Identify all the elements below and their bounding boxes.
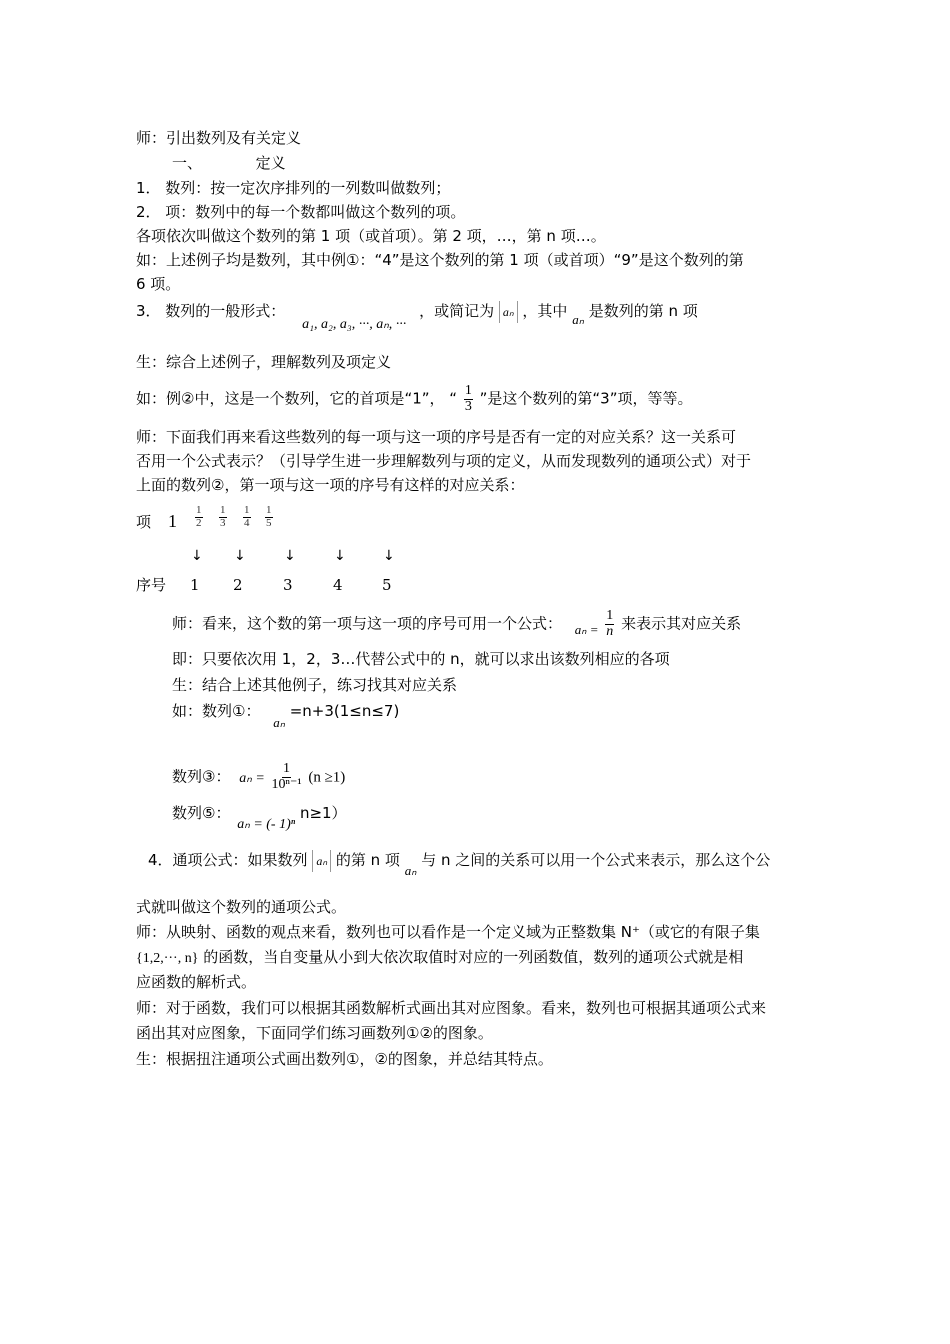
mapping-arrow: ↓ [191,548,203,564]
sequence-one-line [172,700,400,730]
sequence-five-condition: n≥1） [299,804,347,822]
student-understand: 生：综合上述例子，理解数列及项定义 [136,353,392,371]
teacher-question-2: 否用一个公式表示？（引导学生进一步理解数列与项的定义，从而发现数列的通项公式）对于 [136,452,752,470]
example-two-text-a: 如：例②中，这是一个数列，它的首项是“1”， “ [136,389,458,408]
mapping-arrow: ↓ [284,548,296,564]
term-fraction [243,505,251,529]
example-two-line [136,384,693,414]
sequence-five-label: 数列⑤： [172,804,231,822]
sequence-three-line [172,762,345,792]
term-order-text: 各项依次叫做这个数列的第 1 项（或首项）。第 2 项，…，第 n 项…。 [136,227,606,245]
term-fraction [195,505,203,529]
sequence-five-line [172,802,347,832]
index-number: 1 [190,576,200,594]
term-fraction-numerator: 1 [266,504,272,516]
general-term-def-a: 4．通项公式：如果数列 [148,851,308,869]
fraction-denominator: 3 [464,398,472,414]
general-form-line [136,300,698,332]
abbrev-label: ，或简记为 [419,302,495,320]
teacher-formula-text: 师：看来，这个数的第一项与这一项的序号可用一个公式： [172,614,563,633]
mapping-arrow: ↓ [234,548,246,564]
sequence-three-condition: (n ≥1) [308,769,346,786]
sequence-three-numerator: 1 [283,761,291,776]
mapping-arrow: ↓ [334,548,346,564]
sequence-three-denominator: 10ⁿ⁻¹ [271,776,302,792]
sequence-brace: aₙ [499,301,518,323]
fraction-numerator: 1 [464,383,472,398]
example-two-text-b: ”是这个数列的第“3”项，等等。 [479,389,693,408]
term-fraction-numerator: 1 [220,504,226,516]
sequence-three-fraction [272,762,302,792]
example-text-2: 6 项。 [136,275,181,293]
formula-numerator: 1 [606,608,614,623]
formula-suffix: 来表示其对应关系 [621,614,742,633]
mapping-view-2 [136,946,743,970]
general-term-def-c: 与 n 之间的关系可以用一个公式来表示，那么这个公 [421,851,771,869]
index-number: 3 [283,576,293,594]
finite-subset: {1,2,···, n} [136,951,199,966]
term-one: 1 [168,511,177,531]
term-fraction-numerator: 1 [196,504,202,516]
mapping-view-1: 师：从映射、函数的观点来看，数列也可以看作是一个定义域为正整数集 N⁺（或它的有限子集 [136,923,760,941]
nth-term-label: 是数列的第 n 项 [588,302,698,320]
sequence-five-formula: aₙ = (- 1)ⁿ [237,817,296,832]
general-form-formula: a₁, a₂, a₃, ···, aₙ, ··· [302,317,407,332]
general-form-label: 3． 数列的一般形式： [136,302,286,320]
section-heading [172,152,286,174]
term-an: aₙ [572,312,584,327]
graph-text-1: 师：对于函数，我们可以根据其函数解析式画出其对应图象。看来，数列也可根据其通项公式来 [136,999,767,1017]
term-fraction [265,505,273,529]
student-practice: 生：结合上述其他例子，练习找其对应关系 [172,676,458,694]
term-fraction-numerator: 1 [244,504,250,516]
where-label: ，其中 [522,302,568,320]
sequence-three-label: 数列③： [172,767,231,786]
general-term-def-b: 的第 n 项 [335,851,400,869]
term-fraction-denominator: 3 [220,516,226,529]
substitution-text: 即：只要依次用 1，2，3…代替公式中的 n，就可以求出该数列相应的各项 [172,650,670,668]
mapping-view-2-text: 的函数，当自变量从小到大依次取值时对应的一列函数值，数列的通项公式就是相 [203,948,744,966]
term-fraction-denominator: 5 [266,516,272,529]
teacher-formula-line [172,609,741,639]
formula-fraction [605,609,614,639]
mapping-view-3: 应函数的解析式。 [136,973,257,991]
sequence-one-label: 如：数列①： [172,702,261,720]
student-graph-task: 生：根据扭注通项公式画出数列①，②的图象，并总结其特点。 [136,1050,553,1068]
section-title: 定义 [255,154,286,172]
label-term: 项 [136,513,152,531]
term-fraction-denominator: 2 [196,516,202,529]
index-number: 5 [382,576,392,594]
label-index: 序号 [136,576,167,594]
term-fraction [219,505,227,529]
definition-sequence: 1． 数列：按一定次序排列的一列数叫做数列； [136,179,451,197]
sequence-one-formula: =n+3(1≤n≤7) [289,702,400,720]
term-fraction-denominator: 4 [244,516,250,529]
sequence-three-an: aₙ = [239,770,265,786]
general-term-brace: aₙ [312,850,331,872]
line-teacher-intro: 师：引出数列及有关定义 [136,129,302,147]
index-number: 4 [333,576,343,594]
formula-an: aₙ = [574,621,599,637]
teacher-question-1: 师：下面我们再来看这些数列的每一项与这一项的序号是否有一定的对应关系？这一关系可 [136,428,737,446]
general-term-an: aₙ [404,863,417,878]
example-text-1: 如：上述例子均是数列，其中例①：“4”是这个数列的第 1 项（或首项）“9”是这个数列的第 [136,251,744,269]
graph-text-2: 函出其对应图象，下面同学们练习画数列①②的图象。 [136,1024,493,1042]
index-number: 2 [233,576,243,594]
formula-denominator: n [606,623,614,639]
definition-term: 2． 项：数列中的每一个数都叫做这个数列的项。 [136,203,466,221]
sequence-one-an: aₙ [273,715,285,730]
mapping-arrow: ↓ [383,548,395,564]
teacher-question-3: 上面的数列②，第一项与这一项的序号有这样的对应关系： [136,476,525,494]
fraction-one-third [464,384,473,414]
general-term-def-line [148,849,771,878]
general-term-def-end: 式就叫做这个数列的通项公式。 [136,898,347,916]
section-number: 一、 [172,154,203,172]
